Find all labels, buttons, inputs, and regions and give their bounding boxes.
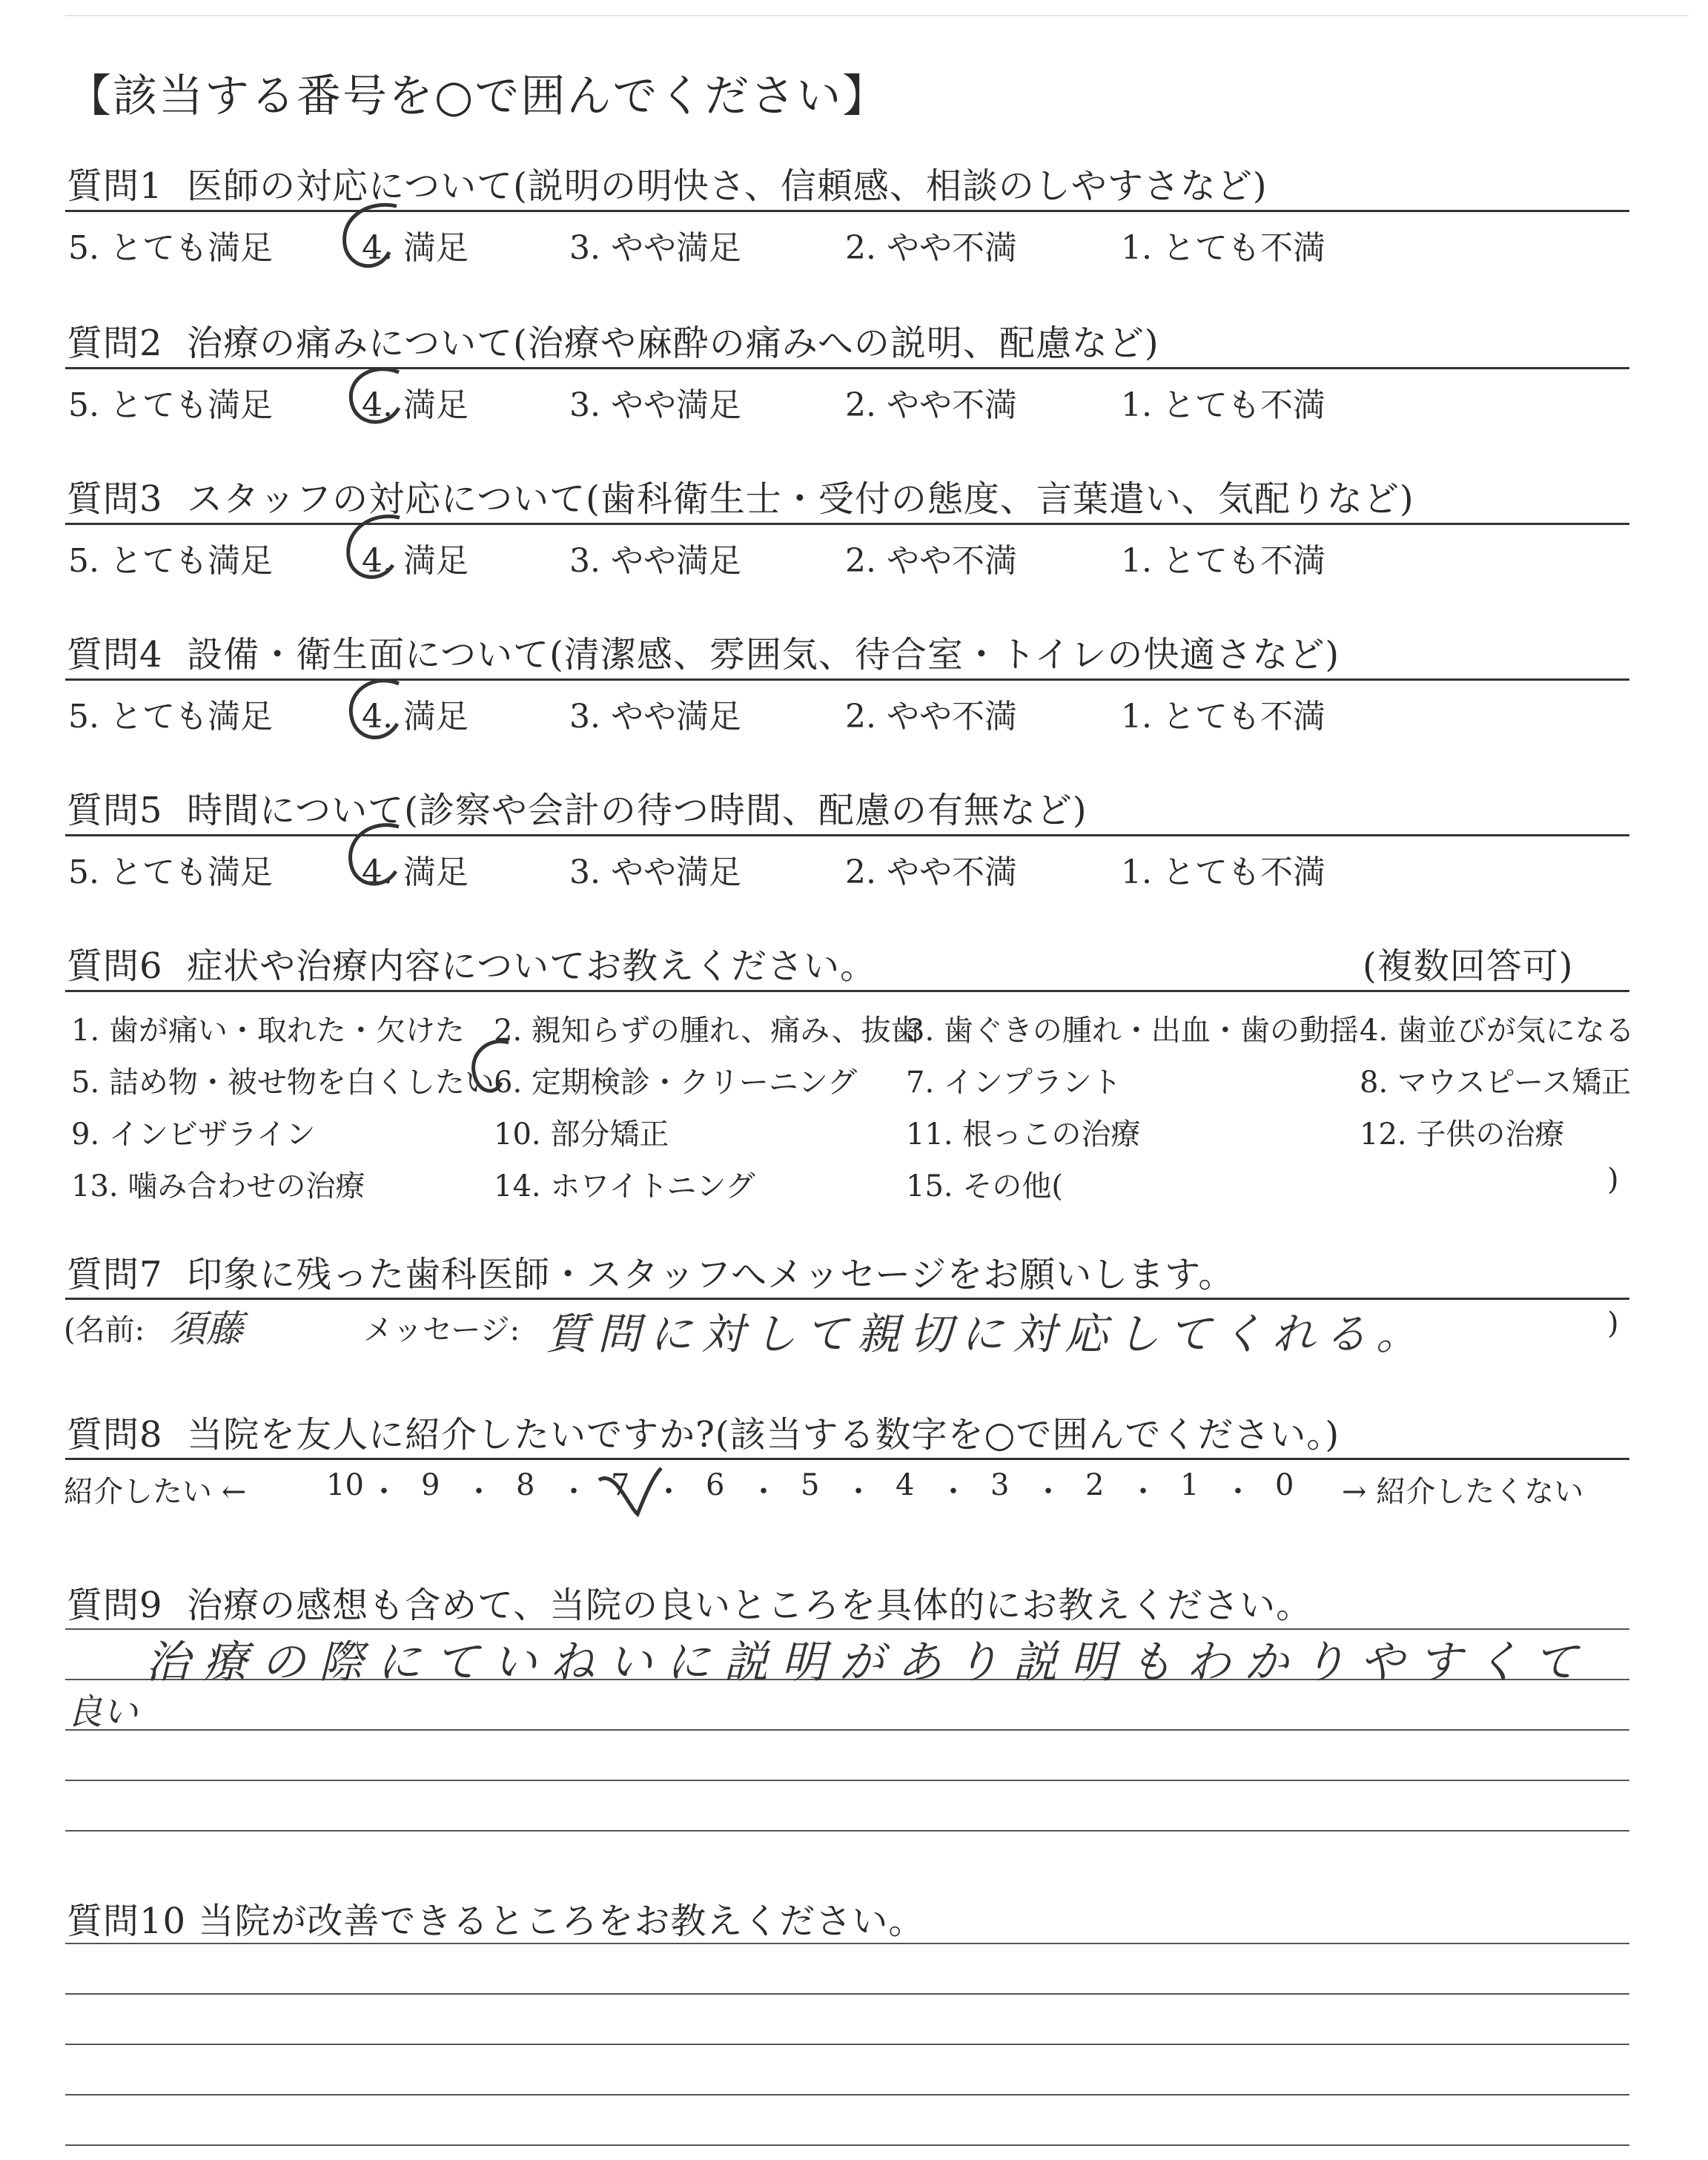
question-label: 質問6	[67, 945, 163, 987]
option-2[interactable]: 2. やや不満	[845, 698, 1017, 736]
option-2[interactable]: 2. やや不満	[845, 542, 1017, 580]
option-4[interactable]: 4. 満足	[362, 542, 469, 580]
option-2[interactable]: 2. やや不満	[845, 386, 1017, 424]
scale-separator: ・	[369, 1475, 399, 1509]
question-underline	[65, 678, 1629, 681]
symptom-option[interactable]: 11. 根っこの治療	[906, 1117, 1141, 1152]
multiple-answer-note: (複数回答可)	[1363, 945, 1574, 987]
question-label: 質問4	[67, 634, 163, 676]
answer-text-line-1[interactable]: 治療の際にていねいに説明があり説明もわかりやすくて	[145, 1636, 1591, 1688]
option-5[interactable]: 5. とても満足	[68, 229, 273, 267]
answer-line	[65, 1729, 1629, 1731]
option-3[interactable]: 3. やや満足	[569, 386, 741, 424]
answer-line	[65, 2144, 1629, 2146]
scale-number[interactable]: 8	[516, 1468, 535, 1502]
scale-separator: ・	[559, 1475, 589, 1509]
question-label: 質問10	[67, 1900, 187, 1942]
question-label: 質問7	[67, 1254, 163, 1295]
question-text: 治療の痛みについて(治療や麻酔の痛みへの説明、配慮など)	[187, 323, 1159, 364]
question-label: 質問9	[67, 1585, 163, 1626]
question-text: 症状や治療内容についてお教えください。	[187, 945, 877, 987]
check-mark	[593, 1462, 667, 1522]
scale-separator: ・	[464, 1475, 494, 1509]
circle-mark	[332, 363, 421, 437]
question-text: 医師の対応について(説明の明快さ、信頼感、相談のしやすさなど)	[187, 165, 1268, 207]
option-5[interactable]: 5. とても満足	[68, 853, 273, 891]
question-text: 時間について(診察や会計の待つ時間、配慮の有無など)	[187, 790, 1088, 831]
page-title: 【該当する番号を○で囲んでください】	[67, 70, 889, 122]
question-label: 質問8	[67, 1414, 163, 1456]
question-text: 印象に残った歯科医師・スタッフへメッセージをお願いします。	[187, 1254, 1235, 1295]
circle-mark	[329, 512, 418, 593]
option-1[interactable]: 1. とても不満	[1121, 386, 1325, 424]
symptom-option[interactable]: 6. 定期検診・クリーニング	[494, 1066, 858, 1100]
option-4[interactable]: 4. 満足	[362, 698, 469, 736]
question-label: 質問5	[67, 790, 163, 831]
symptom-option[interactable]: 3. 歯ぐきの腫れ・出血・歯の動揺	[906, 1014, 1359, 1048]
scale-number[interactable]: 5	[801, 1468, 820, 1502]
scale-number[interactable]: 1	[1180, 1468, 1199, 1502]
scale-separator: ・	[844, 1475, 873, 1509]
question-underline	[65, 834, 1629, 836]
question-text: スタッフの対応について(歯科衛生士・受付の態度、言葉遣い、気配りなど)	[187, 478, 1414, 520]
option-5[interactable]: 5. とても満足	[68, 698, 273, 736]
option-4[interactable]: 4. 満足	[362, 386, 469, 424]
symptom-option[interactable]: 15. その他(	[906, 1169, 1063, 1203]
symptom-option[interactable]: 1. 歯が痛い・取れた・欠けた	[71, 1014, 465, 1048]
scale-separator: ・	[1033, 1475, 1063, 1509]
symptom-option[interactable]: 12. 子供の治療	[1360, 1117, 1565, 1152]
scale-separator: ・	[1128, 1475, 1158, 1509]
scale-separator: ・	[1223, 1475, 1253, 1509]
symptom-option[interactable]: 9. インビザライン	[71, 1117, 316, 1152]
answer-line	[65, 1780, 1629, 1781]
option-3[interactable]: 3. やや満足	[569, 698, 741, 736]
option-4[interactable]: 4. 満足	[362, 229, 469, 267]
recommend-left-label: 紹介したい ←	[64, 1475, 247, 1509]
symptom-option[interactable]: 14. ホワイトニング	[494, 1169, 755, 1203]
other-close-paren: )	[1607, 1163, 1619, 1197]
scale-separator: ・	[749, 1475, 778, 1509]
answer-line	[65, 2044, 1629, 2045]
symptom-option[interactable]: 7. インプラント	[906, 1066, 1122, 1100]
circle-mark	[466, 1038, 525, 1105]
question-text: 当院が改善できるところをお教えください。	[198, 1900, 925, 1942]
symptom-option[interactable]: 5. 詰め物・被せ物を白くしたい	[71, 1066, 494, 1100]
option-3[interactable]: 3. やや満足	[569, 229, 741, 267]
option-5[interactable]: 5. とても満足	[68, 386, 273, 424]
option-3[interactable]: 3. やや満足	[569, 853, 741, 891]
option-1[interactable]: 1. とても不満	[1121, 542, 1325, 580]
message-label: メッセージ:	[363, 1313, 520, 1347]
question-text: 設備・衛生面について(清潔感、雰囲気、待合室・トイレの快適さなど)	[187, 634, 1340, 676]
symptom-option[interactable]: 13. 噛み合わせの治療	[71, 1169, 365, 1203]
scale-number[interactable]: 7	[611, 1468, 630, 1502]
symptom-option[interactable]: 2. 親知らずの腫れ、痛み、抜歯	[494, 1014, 921, 1048]
symptom-option[interactable]: 10. 部分矯正	[494, 1117, 669, 1152]
option-3[interactable]: 3. やや満足	[569, 542, 741, 580]
question-underline	[65, 367, 1629, 369]
scale-number[interactable]: 0	[1275, 1468, 1294, 1502]
scale-number[interactable]: 4	[896, 1468, 915, 1502]
option-2[interactable]: 2. やや不満	[845, 229, 1017, 267]
answer-line	[65, 1993, 1629, 1995]
circle-mark	[332, 675, 421, 756]
scale-separator: ・	[654, 1475, 683, 1509]
question-label: 質問3	[67, 478, 163, 520]
scale-number[interactable]: 10	[326, 1468, 364, 1502]
question-underline	[65, 990, 1629, 992]
name-value[interactable]: 須藤	[169, 1307, 243, 1350]
scale-separator: ・	[939, 1475, 968, 1509]
option-2[interactable]: 2. やや不満	[845, 853, 1017, 891]
top-border	[65, 15, 1689, 16]
answer-line	[65, 2094, 1629, 2095]
answer-text-line-2[interactable]: 良い	[67, 1691, 139, 1733]
message-value[interactable]: 質問に対して親切に対応してくれる。	[546, 1309, 1429, 1359]
option-1[interactable]: 1. とても不満	[1121, 853, 1325, 891]
name-label: (名前:	[64, 1313, 145, 1347]
symptom-option[interactable]: 8. マウスピース矯正	[1360, 1066, 1632, 1100]
scale-number[interactable]: 9	[421, 1468, 440, 1502]
question-text: 治療の感想も含めて、当院の良いところを具体的にお教えください。	[187, 1585, 1313, 1626]
question-underline	[65, 523, 1629, 525]
question-label: 質問2	[67, 323, 163, 364]
question-underline	[65, 1458, 1629, 1460]
recommend-right-label: → 紹介したくない	[1342, 1475, 1584, 1509]
scale-number[interactable]: 3	[990, 1468, 1010, 1502]
answer-line	[65, 1830, 1629, 1832]
question-label: 質問1	[67, 165, 163, 207]
option-1[interactable]: 1. とても不満	[1121, 698, 1325, 736]
scale-number[interactable]: 2	[1085, 1468, 1105, 1502]
question-underline	[65, 210, 1629, 212]
message-close-paren: )	[1607, 1307, 1619, 1341]
option-5[interactable]: 5. とても満足	[68, 542, 273, 580]
option-4[interactable]: 4. 満足	[362, 853, 469, 891]
question-text: 当院を友人に紹介したいですか?(該当する数字を○で囲んでください。)	[187, 1414, 1340, 1456]
option-1[interactable]: 1. とても不満	[1121, 229, 1325, 267]
circle-mark	[326, 200, 415, 282]
symptom-option[interactable]: 4. 歯並びが気になる	[1360, 1014, 1635, 1048]
scale-number[interactable]: 6	[706, 1468, 725, 1502]
answer-line	[65, 1943, 1629, 1944]
circle-mark	[331, 819, 420, 901]
